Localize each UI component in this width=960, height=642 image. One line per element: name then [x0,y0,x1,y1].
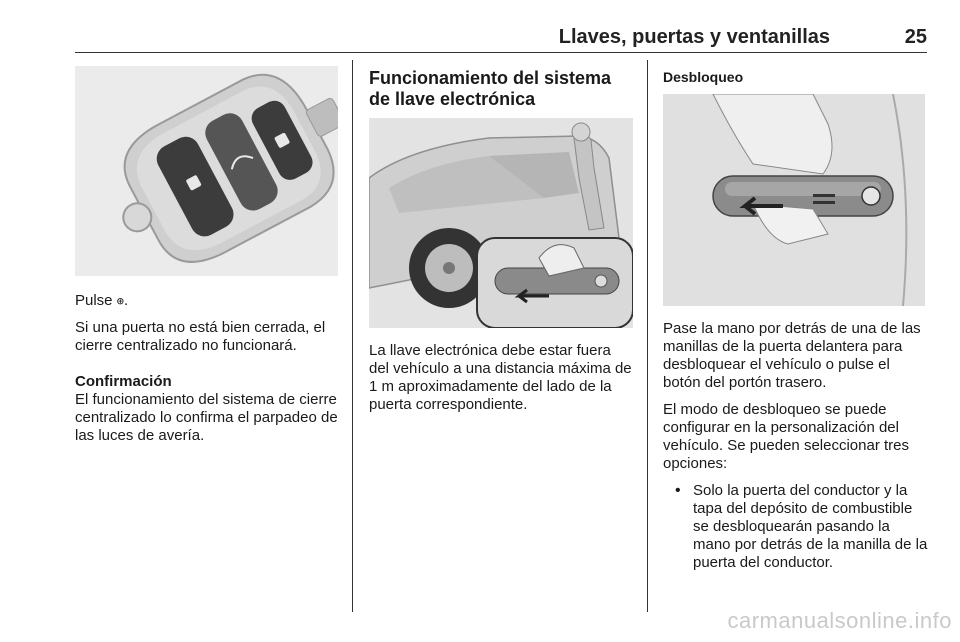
header-rule [75,52,927,53]
confirmation-heading: Confirmación [75,373,172,390]
lock-icon: ⊕ [116,294,124,308]
watermark: carmanualsonline.info [727,608,952,633]
confirmation-body: El funcionamiento del sistema de cierre centralizado lo confirma el parpadeo de las luces de avería. [75,391,338,444]
column-3-heading-block [663,68,928,86]
column-2 [369,342,634,423]
page-number: 25 [904,26,927,48]
door-warning: Si una puerta no está bien cerrada, el cierre centralizado no funcionará. [75,319,326,354]
column-divider-2 [647,60,648,612]
press-instruction: Pulse ⊕. [75,292,129,309]
column-3 [663,320,928,572]
unlock-option-driver: • Solo la puerta del conductor y la tapa del depósito de combustible se desbloquearán pasando la mano por detrás de la manilla de la puerta del conductor. [663,482,928,572]
column-2-heading-block [369,68,634,119]
unlock-options-list [663,482,928,572]
keyless-distance-body: La llave electrónica debe estar fuera del vehículo a una distancia máxima de 1 m aproximadamente del lado de la puerta correspondiente. [369,342,632,413]
key-fob-illustration [75,66,338,276]
door-handle-illustration [663,94,925,306]
column-divider-1 [352,60,353,612]
section-heading-keyless: Funcionamiento del sistema de llave electrónica [369,68,612,109]
unlock-heading: Desbloqueo [663,69,744,85]
unlock-mode-body: El modo de desbloqueo se puede configurar en la personalización del vehículo. Se pueden seleccionar tres opciones: [663,401,909,472]
car-keyless-illustration [369,118,633,328]
column-1 [75,292,340,454]
running-header-title: Llaves, puertas y ventanillas [558,26,830,48]
unlock-instruction: Pase la mano por detrás de una de las manillas de la puerta delantera para desbloquear el vehículo o pulse el botón del portón trasero. [663,320,921,391]
